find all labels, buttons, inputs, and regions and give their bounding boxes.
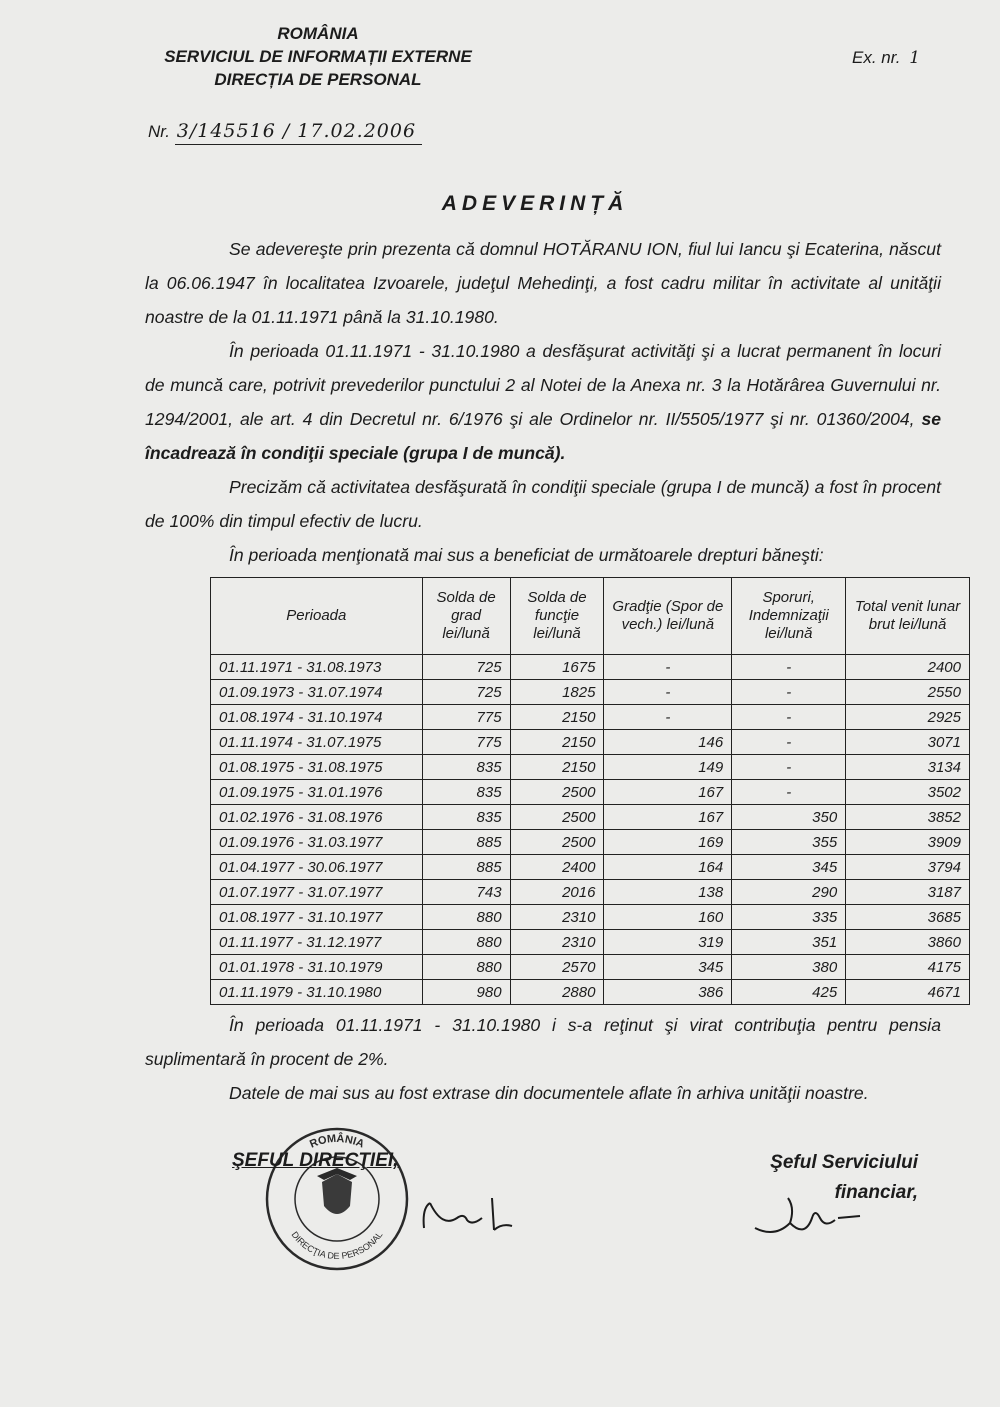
- letterhead-directorate: DIRECȚIA DE PERSONAL: [214, 70, 422, 89]
- amount-cell: -: [604, 680, 732, 705]
- amount-cell: 2550: [846, 680, 970, 705]
- table-row: [211, 680, 970, 705]
- amount-cell: 2310: [510, 905, 604, 930]
- paragraph-source: Datele de mai sus au fost extrase din documentele aflate în arhiva unităţii noastre.: [229, 1083, 869, 1103]
- director-label: ŞEFUL DIRECŢIEI,: [232, 1150, 399, 1171]
- table-row: [211, 980, 970, 1005]
- amount-cell: 4671: [846, 980, 970, 1005]
- document-title: ADEVERINȚĂ: [441, 192, 629, 215]
- column-header: Solda de grad lei/lună: [422, 578, 510, 655]
- table-row: [211, 830, 970, 855]
- stamp-text-bottom: DIRECŢIA DE PERSONAL: [289, 1229, 385, 1262]
- amount-cell: 425: [732, 980, 846, 1005]
- period-cell: 01.11.1977 - 31.12.1977: [211, 930, 423, 955]
- paragraph-contribution: În perioada 01.11.1971 - 31.10.1980 i s-a reţinut şi virat contribuţia pentru pensia suplimentară în procent de 2%.: [145, 1015, 941, 1069]
- amount-cell: 2400: [846, 655, 970, 680]
- table-row: [211, 655, 970, 680]
- amount-cell: -: [732, 755, 846, 780]
- amount-cell: 3794: [846, 855, 970, 880]
- amount-cell: 345: [732, 855, 846, 880]
- period-cell: 01.11.1979 - 31.10.1980: [211, 980, 423, 1005]
- amount-cell: 386: [604, 980, 732, 1005]
- amount-cell: 319: [604, 930, 732, 955]
- amount-cell: 880: [422, 955, 510, 980]
- period-cell: 01.08.1977 - 31.10.1977: [211, 905, 423, 930]
- amount-cell: 290: [732, 880, 846, 905]
- amount-cell: 350: [732, 805, 846, 830]
- amount-cell: 149: [604, 755, 732, 780]
- amount-cell: 3187: [846, 880, 970, 905]
- amount-cell: 3860: [846, 930, 970, 955]
- finance-head-line2: financiar,: [834, 1182, 918, 1203]
- coat-of-arms-icon: [317, 1168, 357, 1214]
- amount-cell: 380: [732, 955, 846, 980]
- letterhead-country: ROMÂNIA: [277, 24, 359, 43]
- amount-cell: 345: [604, 955, 732, 980]
- amount-cell: 980: [422, 980, 510, 1005]
- amount-cell: -: [732, 730, 846, 755]
- amount-cell: 2880: [510, 980, 604, 1005]
- amount-cell: 2016: [510, 880, 604, 905]
- registration-value: 3/145516 / 17.02.2006: [175, 120, 422, 145]
- amount-cell: 3134: [846, 755, 970, 780]
- amount-cell: 1675: [510, 655, 604, 680]
- paragraph-percentage: Precizăm că activitatea desfăşurată în condiţii speciale (grupa I de muncă) a fost în procent de 100% din timpul efectiv de lucru.: [145, 477, 941, 531]
- amount-cell: 725: [422, 680, 510, 705]
- amount-cell: 146: [604, 730, 732, 755]
- period-cell: 01.07.1977 - 31.07.1977: [211, 880, 423, 905]
- amount-cell: 2500: [510, 805, 604, 830]
- table-row: [211, 755, 970, 780]
- period-cell: 01.09.1976 - 31.03.1977: [211, 830, 423, 855]
- table-row: [211, 905, 970, 930]
- svg-text:DIRECŢIA DE PERSONAL: [289, 1230, 384, 1261]
- period-cell: 01.08.1974 - 31.10.1974: [211, 705, 423, 730]
- column-header: Sporuri, Indemnizaţii lei/lună: [732, 578, 846, 655]
- amount-cell: 2400: [510, 855, 604, 880]
- column-header: Perioada: [211, 578, 423, 655]
- registration-number: [148, 120, 422, 142]
- amount-cell: -: [604, 655, 732, 680]
- period-cell: 01.08.1975 - 31.08.1975: [211, 755, 423, 780]
- amount-cell: 2500: [510, 830, 604, 855]
- amount-cell: 335: [732, 905, 846, 930]
- closing-text: [145, 1008, 941, 1110]
- paragraph-conditions-text: În perioada 01.11.1971 - 31.10.1980 a desfăşurat activităţi şi a lucrat permanent în locuri de muncă care, potrivit prevederilor punctului 2 al Notei de la Anexa nr. 3 la Hotărârea Guvernului nr. 1294/2001, ale art. 4 din Decretul nr. 6/1976 şi ale Ordinelor nr. II/5505/1977 şi nr. 01360/2004,: [145, 341, 941, 429]
- table-row: [211, 705, 970, 730]
- column-header: Gradţie (Spor de vech.) lei/lună: [604, 578, 732, 655]
- amount-cell: 880: [422, 930, 510, 955]
- paragraph-rights-intro: În perioada menţionată mai sus a beneficiat de următoarele drepturi băneşti:: [229, 545, 824, 565]
- amount-cell: 167: [604, 805, 732, 830]
- amount-cell: 1825: [510, 680, 604, 705]
- amount-cell: -: [732, 705, 846, 730]
- copy-number-label: Ex. nr.: [852, 48, 901, 67]
- amount-cell: 169: [604, 830, 732, 855]
- period-cell: 01.09.1973 - 31.07.1974: [211, 680, 423, 705]
- period-cell: 01.04.1977 - 30.06.1977: [211, 855, 423, 880]
- amount-cell: 2925: [846, 705, 970, 730]
- amount-cell: 3909: [846, 830, 970, 855]
- finance-signature-icon: [750, 1188, 870, 1248]
- amount-cell: 2500: [510, 780, 604, 805]
- stamp-text-top: ROMÂNIA: [308, 1132, 366, 1151]
- amount-cell: 138: [604, 880, 732, 905]
- amount-cell: 885: [422, 830, 510, 855]
- table-row: [211, 780, 970, 805]
- table-body: [211, 655, 970, 1005]
- amount-cell: 743: [422, 880, 510, 905]
- amount-cell: 164: [604, 855, 732, 880]
- finance-head-line1: Şeful Serviciului: [770, 1152, 918, 1173]
- period-cell: 01.02.1976 - 31.08.1976: [211, 805, 423, 830]
- amount-cell: 775: [422, 705, 510, 730]
- copy-number: [852, 48, 920, 68]
- copy-number-value: 1: [909, 48, 921, 68]
- period-cell: 01.09.1975 - 31.01.1976: [211, 780, 423, 805]
- amount-cell: -: [732, 680, 846, 705]
- amount-cell: -: [732, 780, 846, 805]
- director-signature-icon: [412, 1188, 532, 1238]
- amount-cell: 3685: [846, 905, 970, 930]
- amount-cell: 835: [422, 805, 510, 830]
- amount-cell: 775: [422, 730, 510, 755]
- amount-cell: 2570: [510, 955, 604, 980]
- amount-cell: 885: [422, 855, 510, 880]
- amount-cell: 355: [732, 830, 846, 855]
- column-header: Solda de funcţie lei/lună: [510, 578, 604, 655]
- amount-cell: 835: [422, 755, 510, 780]
- paragraph-conditions: [145, 334, 941, 470]
- amount-cell: 3852: [846, 805, 970, 830]
- period-cell: 01.11.1974 - 31.07.1975: [211, 730, 423, 755]
- table-header-row: [211, 578, 970, 655]
- table-row: [211, 805, 970, 830]
- amount-cell: 2150: [510, 730, 604, 755]
- letterhead: [138, 22, 498, 91]
- amount-cell: -: [604, 705, 732, 730]
- table-row: [211, 855, 970, 880]
- amount-cell: 351: [732, 930, 846, 955]
- amount-cell: 160: [604, 905, 732, 930]
- salary-table: [210, 577, 970, 1005]
- registration-label: Nr.: [148, 122, 171, 141]
- amount-cell: 167: [604, 780, 732, 805]
- amount-cell: 4175: [846, 955, 970, 980]
- amount-cell: 725: [422, 655, 510, 680]
- letterhead-service: SERVICIUL DE INFORMAȚII EXTERNE: [164, 47, 472, 66]
- table-row: [211, 880, 970, 905]
- amount-cell: 3071: [846, 730, 970, 755]
- svg-text:ROMÂNIA: [308, 1132, 366, 1151]
- amount-cell: 2310: [510, 930, 604, 955]
- table-row: [211, 930, 970, 955]
- period-cell: 01.11.1971 - 31.08.1973: [211, 655, 423, 680]
- period-cell: 01.01.1978 - 31.10.1979: [211, 955, 423, 980]
- official-stamp: [262, 1124, 412, 1274]
- amount-cell: 880: [422, 905, 510, 930]
- amount-cell: 835: [422, 780, 510, 805]
- amount-cell: 2150: [510, 705, 604, 730]
- column-header: Total venit lunar brut lei/lună: [846, 578, 970, 655]
- amount-cell: 3502: [846, 780, 970, 805]
- amount-cell: 2150: [510, 755, 604, 780]
- amount-cell: -: [732, 655, 846, 680]
- paragraph-conditions-bold: se încadrează în condiţii speciale (grupa I de muncă).: [145, 409, 942, 463]
- paragraph-identity: Se adevereşte prin prezenta că domnul HOTĂRANU ION, fiul lui Iancu şi Ecaterina, născut la 06.06.1947 în localitatea Izvoarele, judeţul Mehedinţi, a fost cadru militar în activitate al unităţii noastre de la 01.11.1971 până la 31.10.1980.: [145, 239, 941, 327]
- table-row: [211, 730, 970, 755]
- table-row: [211, 955, 970, 980]
- document-body: [145, 232, 941, 572]
